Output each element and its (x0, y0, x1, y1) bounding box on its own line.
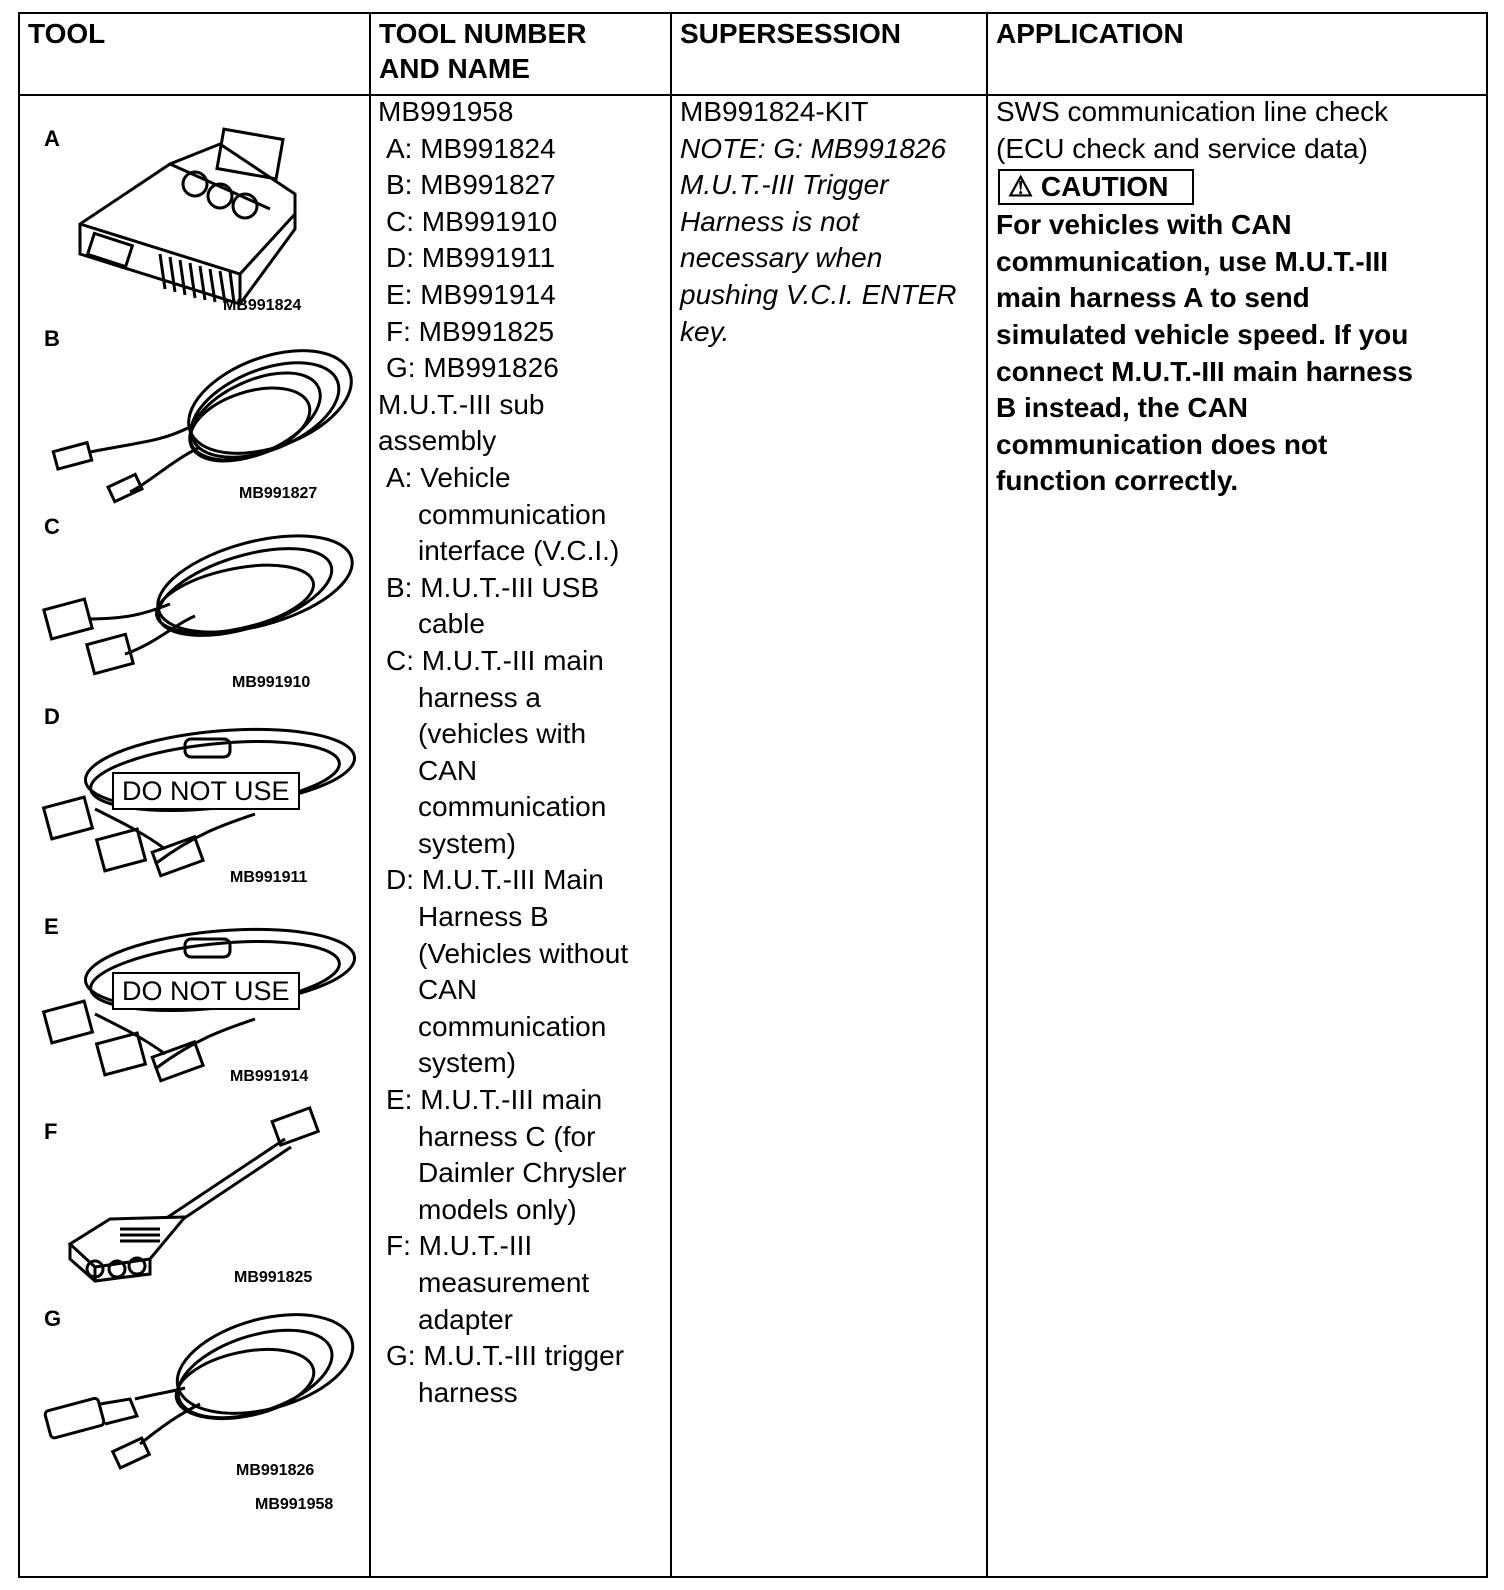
column-divider (369, 14, 371, 1576)
usb-cable-illustration (50, 332, 360, 497)
part-number-label: MB991910 (232, 674, 311, 691)
caution-text-line: B instead, the CAN (996, 392, 1249, 424)
tool-letter: G (44, 1306, 62, 1331)
component-label: F: M.U.T.-III (386, 1230, 533, 1262)
part-number-label: MB991825 (234, 1269, 313, 1286)
vci-device-illustration (70, 124, 310, 304)
part-number-label: MB991824 (223, 297, 302, 314)
component-desc: adapter (418, 1303, 513, 1335)
component-desc: (Vehicles without (418, 937, 629, 969)
component-label: D: M.U.T.-III Main (386, 864, 604, 896)
component-desc: system) (418, 1047, 516, 1079)
tool-letter: C (44, 514, 60, 539)
caution-text-line: communication does not (996, 428, 1328, 460)
part-number-label: MB991914 (230, 1068, 309, 1085)
component-label: C: M.U.T.-III main (386, 644, 604, 676)
component-desc: harness C (for (418, 1120, 596, 1152)
caution-text-line: connect M.U.T.-III main harness (996, 355, 1413, 387)
caution-text-line: main harness A to send (996, 282, 1310, 314)
component-desc: (vehicles with (418, 718, 587, 750)
main-harness-a-illustration (45, 524, 360, 684)
sub-item: C: MB991910 (386, 205, 558, 237)
part-number-label: MB991826 (236, 1462, 315, 1479)
sub-assembly-title: assembly (378, 425, 497, 457)
component-desc: harness (418, 1376, 518, 1408)
header-tool-number-line2: AND NAME (379, 53, 530, 84)
component-desc: harness a (418, 681, 541, 713)
kit-number: MB991958 (378, 96, 514, 127)
caution-box (998, 169, 1194, 205)
sub-item: G: MB991826 (386, 352, 559, 384)
tool-letter: B (44, 326, 60, 351)
tool-letter: A (44, 126, 60, 151)
component-desc: Daimler Chrysler (418, 1157, 627, 1189)
do-not-use-label: DO NOT USE (112, 772, 300, 810)
component-desc: system) (418, 827, 516, 859)
component-desc: measurement (418, 1267, 590, 1298)
sub-item: E: MB991914 (386, 278, 556, 310)
component-label: E: M.U.T.-III main (386, 1084, 603, 1116)
component-label: G: M.U.T.-III trigger (386, 1340, 625, 1372)
component-desc: CAN (418, 974, 478, 1006)
warning-triangle-icon: ⚠ (1008, 171, 1034, 203)
header-tool-number-line1: TOOL NUMBER (379, 18, 587, 49)
tool-letter: E (44, 914, 59, 939)
supersession-number: MB991824-KIT (680, 96, 869, 127)
part-number-label: MB991911 (230, 869, 308, 886)
component-label: A: Vehicle (386, 461, 511, 493)
supersession-note-line: Harness is not (680, 205, 859, 237)
header-application: APPLICATION (996, 18, 1184, 49)
header-tool: TOOL (28, 18, 106, 49)
sub-assembly-title: M.U.T.-III sub (378, 388, 545, 420)
header-tool-number (379, 16, 586, 86)
supersession-note-line: pushing V.C.I. ENTER (680, 278, 957, 310)
caution-text-line: function correctly. (996, 465, 1239, 497)
caution-text-line: simulated vehicle speed. If you (996, 318, 1409, 350)
sub-item: F: MB991825 (386, 315, 555, 347)
component-desc: communication (418, 1010, 607, 1042)
column-divider (670, 14, 672, 1576)
component-desc: CAN (418, 754, 478, 786)
caution-text-line: communication, use M.U.T.-III (996, 245, 1389, 277)
component-desc: Harness B (418, 901, 549, 933)
application-line: SWS communication line check (996, 96, 1389, 127)
component-desc: communication (418, 498, 607, 530)
tool-letter: D (44, 704, 60, 729)
supersession-note-line: NOTE: G: MB991826 (680, 132, 947, 164)
application-cell (996, 94, 1413, 500)
sub-item: A: MB991824 (386, 132, 556, 164)
tools-table (18, 12, 1488, 1578)
sub-item: B: MB991827 (386, 169, 556, 201)
do-not-use-label: DO NOT USE (112, 972, 300, 1010)
part-number-label: MB991827 (239, 485, 318, 502)
component-desc: cable (418, 608, 485, 640)
component-desc: communication (418, 791, 607, 823)
component-desc: models only) (418, 1193, 577, 1225)
sub-item: D: MB991911 (386, 242, 556, 274)
supersession-cell (680, 94, 956, 350)
application-line: (ECU check and service data) (996, 132, 1368, 164)
tool-number-cell (378, 94, 628, 1411)
supersession-note-line: key. (680, 315, 730, 347)
caution-text-line: For vehicles with CAN (996, 209, 1292, 241)
component-desc: interface (V.C.I.) (418, 535, 620, 567)
column-divider (986, 14, 988, 1576)
supersession-note-line: M.U.T.-III Trigger (680, 169, 889, 201)
kit-part-number-label: MB991958 (255, 1496, 334, 1513)
caution-label: CAUTION (1040, 171, 1169, 203)
header-supersession: SUPERSESSION (680, 18, 901, 49)
trigger-harness-illustration (45, 1304, 360, 1474)
measurement-adapter-illustration (65, 1109, 335, 1284)
component-label: B: M.U.T.-III USB (386, 571, 600, 603)
supersession-note-line: necessary when (680, 242, 883, 274)
tool-letter: F (44, 1119, 58, 1144)
